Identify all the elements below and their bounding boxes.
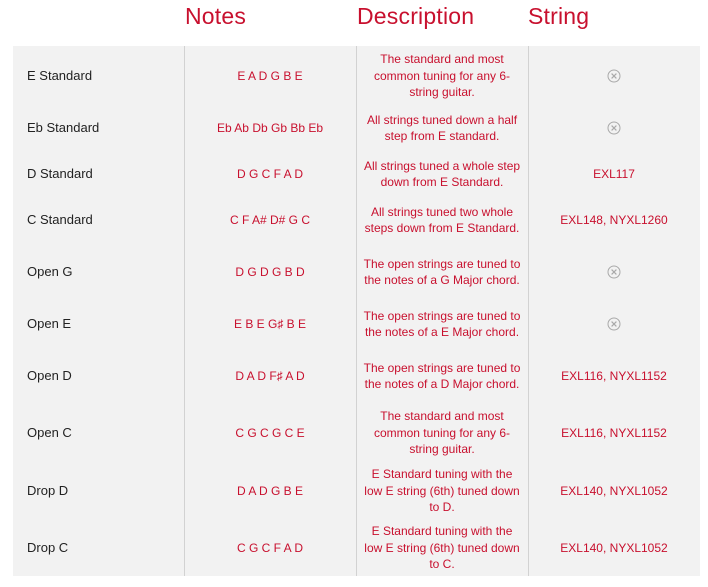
table-row — [13, 193, 700, 247]
x-circle-icon — [607, 265, 621, 279]
string-column-header: String — [528, 3, 590, 29]
notes-cell: Eb Ab Db Gb Bb Eb — [216, 120, 324, 135]
description-cell: E Standard tuning with the low E string (6th) tuned down to D. — [364, 467, 520, 515]
string-cell — [528, 265, 700, 279]
notes-cell: C G C F A D — [236, 540, 303, 555]
x-circle-icon — [607, 317, 621, 331]
description-cell: The standard and most common tuning for any 6-string guitar. — [373, 52, 511, 100]
string-cell: EXL140, NYXL1052 — [560, 540, 668, 555]
table-header — [0, 0, 708, 46]
string-cell: EXL116, NYXL1152 — [561, 368, 667, 383]
tuning-name-cell: Open D — [27, 367, 72, 383]
tuning-name-cell: E Standard — [27, 67, 93, 83]
notes-column-header: Notes — [185, 3, 247, 29]
description-cell: All strings tuned down a half step from E standard. — [366, 112, 518, 143]
table-row — [13, 49, 700, 103]
description-column-header: Description — [357, 3, 475, 29]
notes-cell: D A D F♯ A D — [235, 368, 305, 383]
notes-cell: E B E G♯ B E — [233, 316, 307, 331]
notes-cell: C G C G C E — [235, 425, 305, 440]
tuning-name-cell: C Standard — [27, 211, 93, 227]
table-row — [13, 464, 700, 518]
table-row — [13, 349, 700, 403]
string-cell: EXL140, NYXL1052 — [560, 483, 668, 498]
notes-cell: E A D G B E — [237, 68, 303, 83]
x-circle-icon — [607, 69, 621, 83]
description-cell: The open strings are tuned to the notes of a G Major chord. — [363, 256, 521, 287]
notes-cell: D G D G B D — [235, 264, 305, 279]
string-cell — [528, 317, 700, 331]
table-row — [13, 245, 700, 299]
table-row — [13, 297, 700, 351]
tunings-table — [13, 46, 700, 576]
description-cell: All strings tuned a whole step down from E Standard. — [363, 158, 521, 189]
notes-cell: D A D G B E — [236, 483, 304, 498]
string-cell: EXL148, NYXL1260 — [560, 212, 668, 227]
tuning-name-cell: Open G — [27, 263, 73, 279]
tuning-name-cell: Open E — [27, 315, 72, 331]
string-cell: EXL117 — [593, 166, 635, 181]
description-cell: The open strings are tuned to the notes of a D Major chord. — [363, 360, 521, 391]
description-cell: The open strings are tuned to the notes of a E Major chord. — [363, 308, 521, 339]
description-cell: The standard and most common tuning for any 6-string guitar. — [373, 409, 511, 457]
description-cell: E Standard tuning with the low E string (6th) tuned down to C. — [364, 524, 520, 572]
x-circle-icon — [607, 121, 621, 135]
tuning-name-cell: Drop D — [27, 482, 69, 498]
description-cell: All strings tuned two whole steps down from E Standard. — [364, 204, 520, 235]
table-row — [13, 406, 700, 460]
string-cell — [528, 121, 700, 135]
tuning-name-cell: Open C — [27, 424, 72, 440]
notes-cell: D G C F A D — [236, 166, 303, 181]
table-row — [13, 521, 700, 575]
string-cell — [528, 69, 700, 83]
notes-cell: C F A# D# G C — [229, 212, 311, 227]
tuning-name-cell: Drop C — [27, 539, 69, 555]
string-cell: EXL116, NYXL1152 — [561, 425, 667, 440]
tuning-name-cell: Eb Standard — [27, 119, 100, 135]
tuning-name-cell: D Standard — [27, 165, 93, 181]
